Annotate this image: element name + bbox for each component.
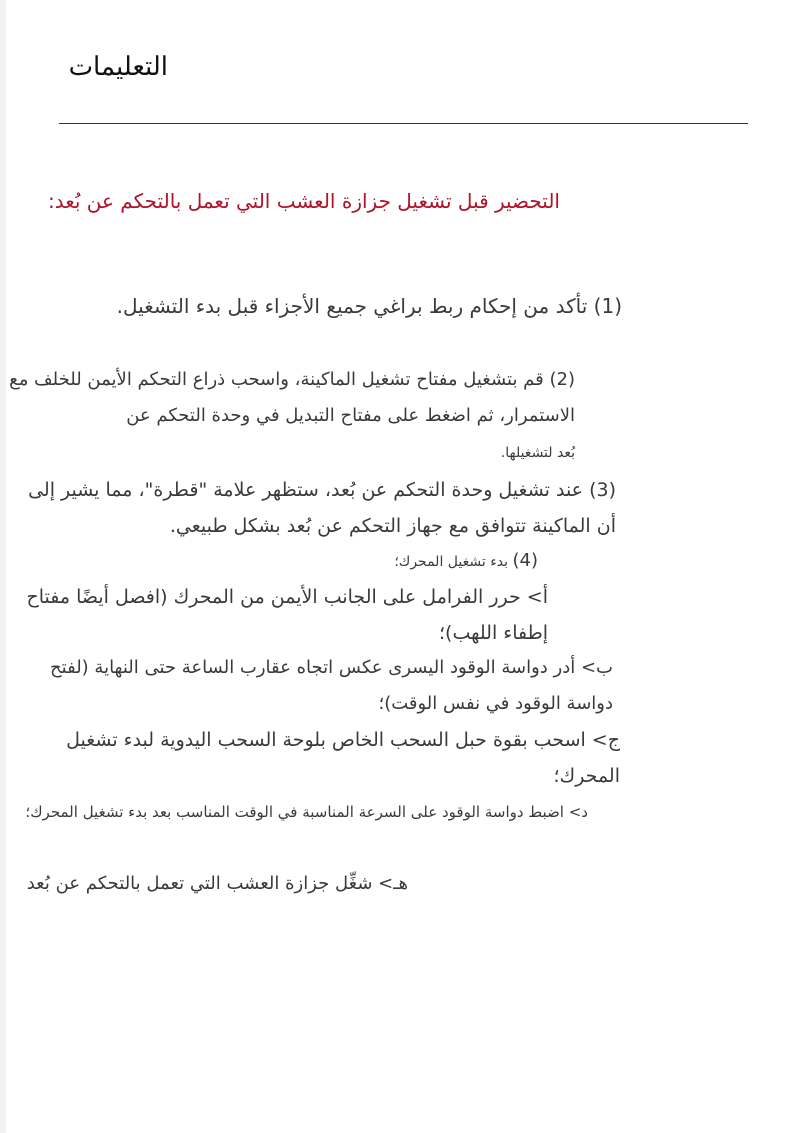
substep-e: هـ> شغِّل جزازة العشب التي تعمل بالتحكم عن بُعد — [26, 873, 408, 894]
step-2 — [5, 362, 575, 471]
substep-a: أ> حرر الفرامل على الجانب الأيمن من المحرك (افصل أيضًا مفتاح إطفاء اللهب)؛ — [26, 586, 548, 644]
page-title: التعليمات — [68, 52, 168, 82]
section-heading: التحضير قبل تشغيل جزازة العشب التي تعمل بالتحكم عن بُعد: — [47, 189, 560, 213]
substep-c: ج> اسحب بقوة حبل السحب الخاص بلوحة السحب اليدوية لبدء تشغيل المحرك؛ — [66, 729, 620, 787]
step-3: (3) عند تشغيل وحدة التحكم عن بُعد، ستظهر علامة "قطرة"، مما يشير إلى أن الماكينة تتوافق مع جهاز التحكم عن بُعد بشكل طبيعي. — [28, 479, 616, 537]
substep-d: د> اضبط دواسة الوقود على السرعة المناسبة في الوقت المناسب بعد بدء تشغيل المحرك؛ — [25, 803, 588, 821]
page-edge — [0, 0, 6, 1133]
step-1: (1) تأكد من إحكام ربط براغي جميع الأجزاء قبل بدء التشغيل. — [116, 294, 622, 318]
step-4 — [38, 543, 538, 580]
step-4-text: بدء تشغيل المحرك؛ — [394, 554, 509, 570]
step-4-number: (4) — [512, 550, 538, 571]
step-2-text: (2) قم بتشغيل مفتاح تشغيل الماكينة، واسحب ذراع التحكم الأيمن للخلف مع الاستمرار، ثم اضغط على مفتاح التبديل في وحدة التحكم عن — [9, 369, 575, 426]
substep-b: ب> أدر دواسة الوقود اليسرى عكس اتجاه عقارب الساعة حتى النهاية (لفتح دواسة الوقود في نفس الوقت)؛ — [50, 657, 613, 714]
title-divider — [59, 123, 748, 124]
step-2-tail: بُعد لتشغيلها. — [500, 445, 575, 461]
